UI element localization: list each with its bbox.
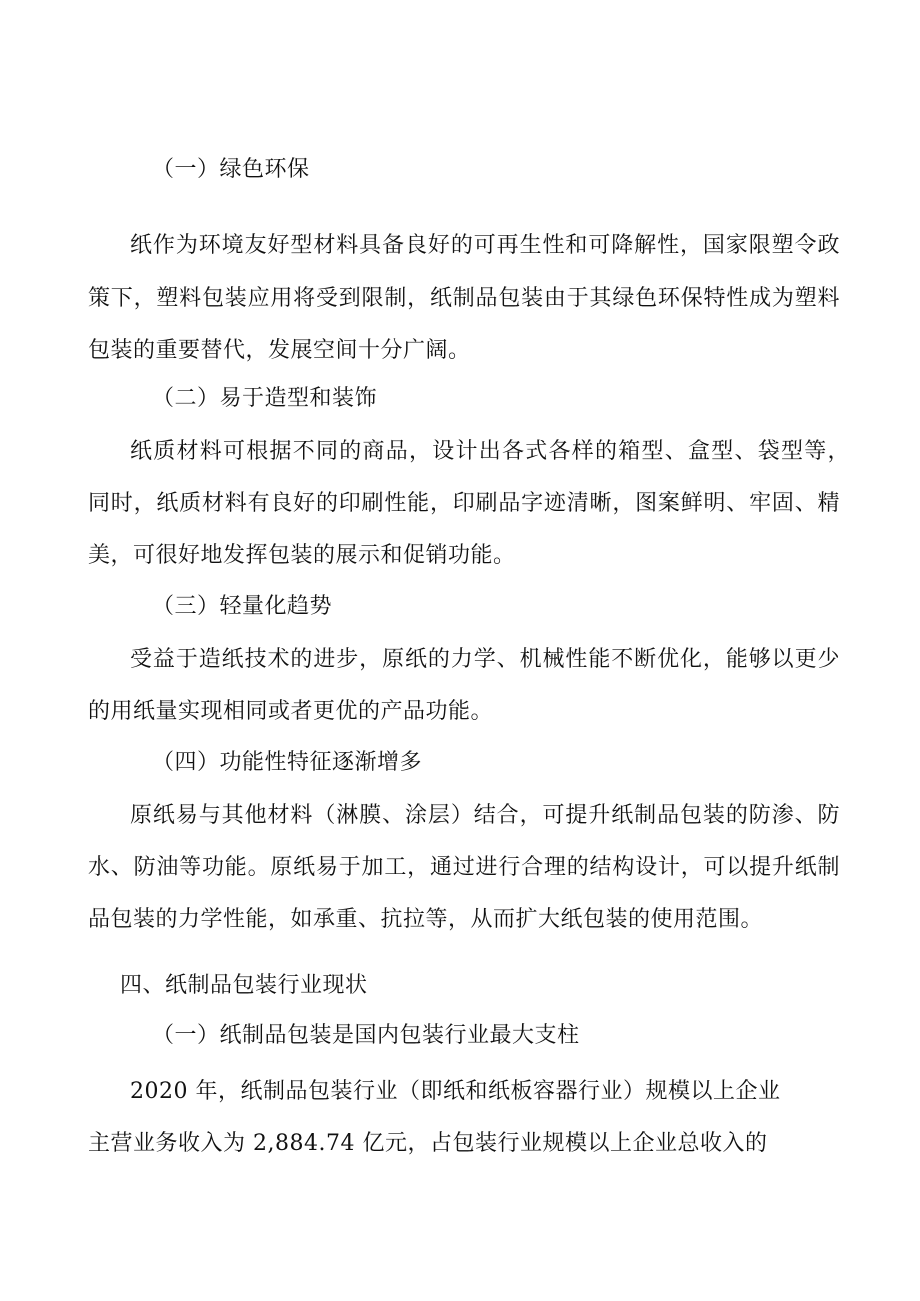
section-1-heading: （一）绿色环保 [152, 157, 310, 182]
section-3-line-1: 受益于造纸技术的进步，原纸的力学、机械性能不断优化，能够以更少 [130, 647, 840, 672]
chapter-line-2: 主营业务收入为 2,884.74 亿元，占包装行业规模以上企业总收入的 [88, 1131, 768, 1156]
section-2-line-3: 美，可很好地发挥包装的展示和促销功能。 [88, 543, 516, 568]
section-4-line-3: 品包装的力学性能，如承重、抗拉等，从而扩大纸包装的使用范围。 [88, 907, 764, 932]
section-4-line-1: 原纸易与其他材料（淋膜、涂层）结合，可提升纸制品包装的防渗、防 [130, 803, 840, 828]
section-2-line-1: 纸质材料可根据不同的商品，设计出各式各样的箱型、盒型、袋型等， [130, 439, 850, 464]
section-2-line-2: 同时，纸质材料有良好的印刷性能，印刷品字迹清晰，图案鲜明、牢固、精 [88, 491, 840, 516]
section-4-heading: （四）功能性特征逐渐增多 [152, 750, 423, 775]
section-1-line-1: 纸作为环境友好型材料具备良好的可再生性和可降解性，国家限塑令政 [130, 233, 840, 258]
section-3-line-2: 的用纸量实现相同或者更优的产品功能。 [88, 699, 494, 724]
chapter-title: 四、纸制品包装行业现状 [120, 973, 368, 998]
section-1-line-3: 包装的重要替代，发展空间十分广阔。 [88, 338, 471, 363]
section-2-heading: （二）易于造型和装饰 [152, 386, 378, 411]
chapter-subheading: （一）纸制品包装是国内包装行业最大支柱 [152, 1023, 580, 1048]
section-1-line-2: 策下，塑料包装应用将受到限制，纸制品包装由于其绿色环保特性成为塑料 [88, 286, 840, 311]
chapter-line-1: 2020 年，纸制品包装行业（即纸和纸板容器行业）规模以上企业 [130, 1079, 781, 1104]
section-4-line-2: 水、防油等功能。原纸易于加工，通过进行合理的结构设计，可以提升纸制 [88, 855, 840, 880]
section-3-heading: （三）轻量化趋势 [152, 594, 333, 619]
